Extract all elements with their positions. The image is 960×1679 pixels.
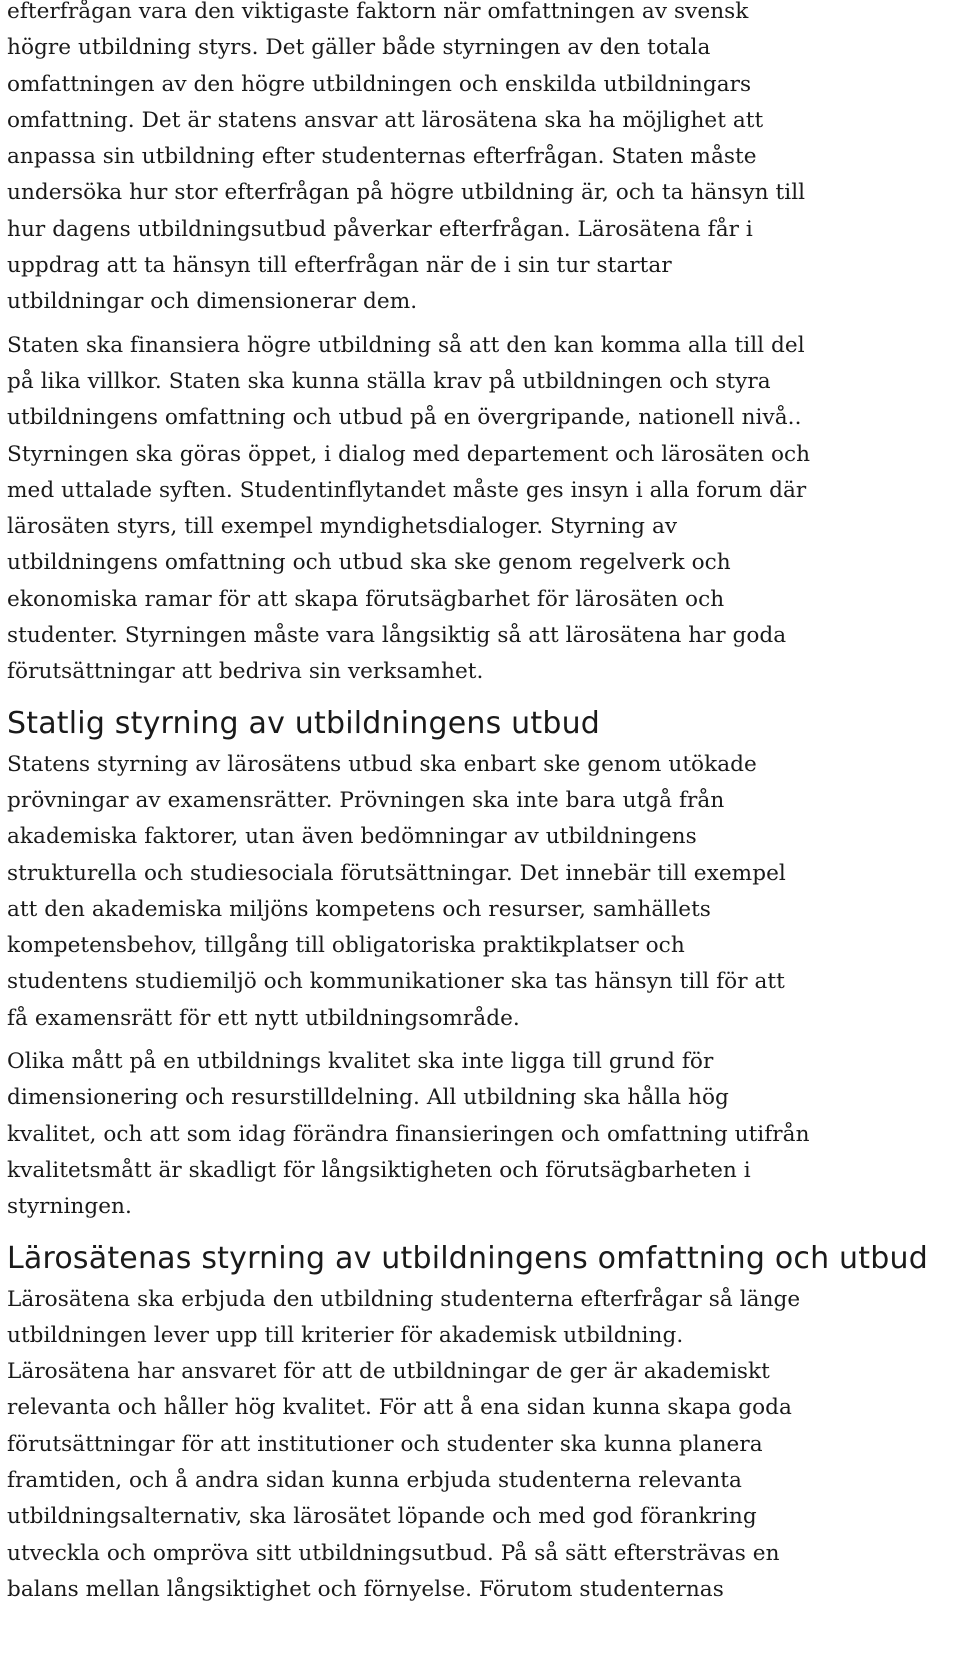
text-line: på lika villkor. Staten ska kunna ställa krav på utbildningen och styra [7, 368, 771, 394]
paragraph-examensratter [7, 747, 957, 1037]
text-line: strukturella och studiesociala förutsättningar. Det innebär till exempel [7, 860, 786, 886]
text-line: Lärosätena har ansvaret för att de utbildningar de ger är akademiskt [7, 1359, 770, 1385]
text-line: utveckla och ompröva sitt utbildningsutbud. På så sätt eftersträvas en [7, 1540, 780, 1566]
paragraph-gap [7, 1037, 957, 1044]
text-line: kompetensbehov, tillgång till obligatoriska praktikplatser och [7, 933, 685, 959]
text-line: utbildningens omfattning och utbud på en övergripande, nationell nivå.. [7, 405, 802, 431]
text-line: utbildningens omfattning och utbud ska ske genom regelverk och [7, 550, 731, 576]
paragraph-kvalitet [7, 1044, 957, 1225]
text-line: uppdrag att ta hänsyn till efterfrågan när de i sin tur startar [7, 253, 672, 279]
text-line: anpassa sin utbildning efter studenternas efterfrågan. Staten måste [7, 144, 757, 170]
text-line: kvalitetsmått är skadligt för långsiktigheten och förutsägbarheten i [7, 1157, 751, 1183]
paragraph-efterfragan [7, 0, 957, 321]
text-line: undersöka hur stor efterfrågan på högre utbildning är, och ta hänsyn till [7, 180, 806, 206]
text-line: efterfrågan vara den viktigaste faktorn när omfattningen av svensk [7, 0, 749, 24]
text-line: att den akademiska miljöns kompetens och resurser, samhällets [7, 896, 711, 922]
section-heading-larosatenas-styrning: Lärosätenas styrning av utbildningens omfattning och utbud [7, 1240, 928, 1276]
text-line: förutsättningar att bedriva sin verksamhet. [7, 659, 484, 685]
text-line: högre utbildning styrs. Det gäller både styrningen av den totala [7, 35, 711, 61]
text-line: kvalitet, och att som idag förändra finansieringen och omfattning utifrån [7, 1121, 810, 1147]
document-page [7, 0, 957, 1608]
text-line: omfattningen av den högre utbildningen och enskilda utbildningars [7, 71, 752, 97]
text-line: Olika mått på en utbildnings kvalitet ska inte ligga till grund för [7, 1049, 714, 1075]
paragraph-larosatenas-ansvar [7, 1282, 957, 1609]
text-line: utbildningen lever upp till kriterier för akademisk utbildning. [7, 1322, 684, 1348]
paragraph-gap [7, 321, 957, 328]
text-line: balans mellan långsiktighet och förnyelse. Förutom studenternas [7, 1576, 724, 1602]
text-line: dimensionering och resurstilldelning. All utbildning ska hålla hög [7, 1085, 729, 1111]
text-line: studenter. Styrningen måste vara långsiktig så att lärosätena har goda [7, 623, 787, 649]
text-line: ekonomiska ramar för att skapa förutsägbarhet för lärosäten och [7, 586, 725, 612]
text-line: lärosäten styrs, till exempel myndighetsdialoger. Styrning av [7, 514, 678, 540]
text-line: prövningar av examensrätter. Prövningen ska inte bara utgå från [7, 787, 725, 813]
text-line: få examensrätt för ett nytt utbildningsområde. [7, 1005, 520, 1031]
text-line: studentens studiemiljö och kommunikationer ska tas hänsyn till för att [7, 969, 785, 995]
text-line: förutsättningar för att institutioner och studenter ska kunna planera [7, 1431, 763, 1457]
text-line: Styrningen ska göras öppet, i dialog med departement och lärosäten och [7, 441, 811, 467]
section-heading-statlig-styrning: Statlig styrning av utbildningens utbud [7, 705, 601, 741]
text-line: relevanta och håller hög kvalitet. För att å ena sidan kunna skapa goda [7, 1395, 792, 1421]
text-line: utbildningsalternativ, ska lärosätet löpande och med god förankring [7, 1504, 757, 1530]
section-gap [7, 1226, 957, 1236]
text-line: hur dagens utbildningsutbud påverkar efterfrågan. Lärosätena får i [7, 216, 753, 242]
text-line: Staten ska finansiera högre utbildning så att den kan komma alla till del [7, 332, 805, 358]
text-line: omfattning. Det är statens ansvar att lärosätena ska ha möjlighet att [7, 107, 764, 133]
text-line: framtiden, och å andra sidan kunna erbjuda studenterna relevanta [7, 1467, 742, 1493]
paragraph-statens-finansiering [7, 328, 957, 691]
text-line: akademiska faktorer, utan även bedömningar av utbildningens [7, 824, 697, 850]
text-line: Statens styrning av lärosätens utbud ska enbart ske genom utökade [7, 751, 757, 777]
section-gap [7, 691, 957, 701]
text-line: utbildningar och dimensionerar dem. [7, 289, 418, 315]
text-line: Lärosätena ska erbjuda den utbildning studenterna efterfrågar så länge [7, 1286, 801, 1312]
text-line: styrningen. [7, 1194, 132, 1220]
text-line: med uttalade syften. Studentinflytandet måste ges insyn i alla forum där [7, 477, 807, 503]
